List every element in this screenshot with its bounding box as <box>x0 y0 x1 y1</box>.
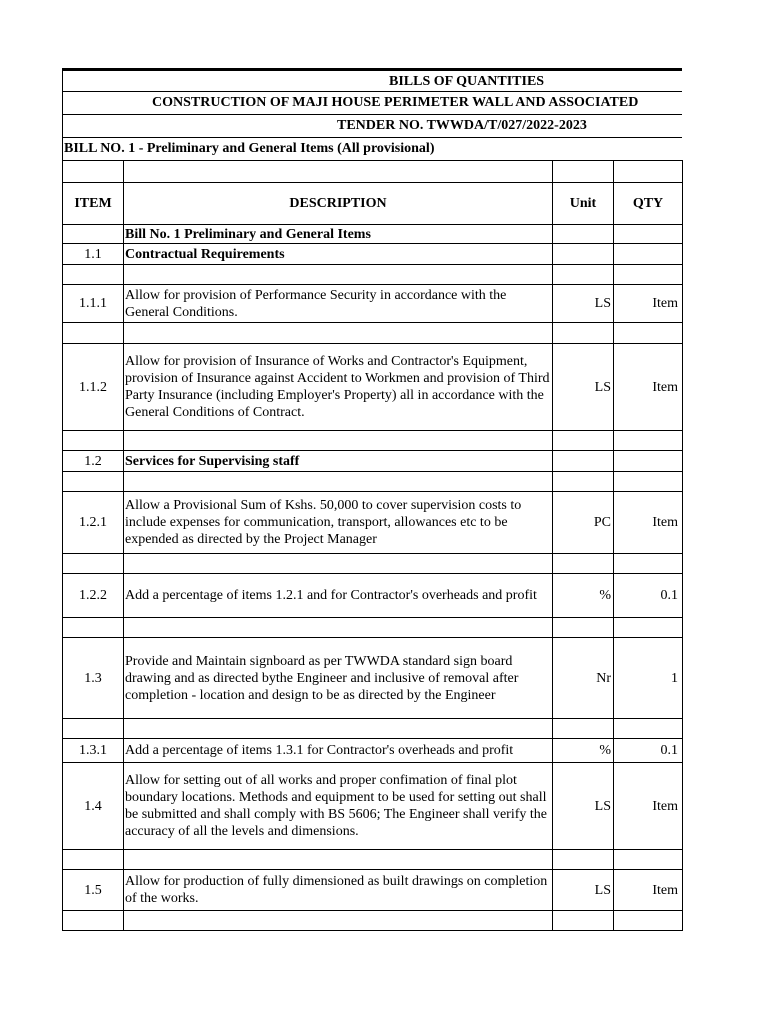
item-cell: 1.2 <box>63 451 124 472</box>
unit-cell: Nr <box>553 638 614 719</box>
description-cell <box>124 554 553 574</box>
table-row <box>63 739 683 763</box>
spacer-row <box>63 161 683 183</box>
item-cell: 1.1 <box>63 244 124 265</box>
item-cell: 1.1.2 <box>63 344 124 431</box>
description-cell <box>124 265 553 285</box>
unit-cell: % <box>553 739 614 763</box>
description-cell: Allow for setting out of all works and proper confimation of final plot boundary locations. Methods and equipment to be used for setting out shall be submitted and shall comply with BS 5606; The Engineer shall verify the accuracy of all the levels and dimensions. <box>124 763 553 850</box>
item-cell: 1.3.1 <box>63 739 124 763</box>
description-cell: Allow for production of fully dimensioned as built drawings on completion of the works. <box>124 870 553 911</box>
unit-cell: LS <box>553 763 614 850</box>
item-cell <box>63 323 124 344</box>
unit-cell: % <box>553 574 614 618</box>
qty-cell <box>614 225 683 244</box>
item-cell <box>63 618 124 638</box>
document-title: BILLS OF QUANTITIES <box>389 74 545 89</box>
bill-sheet <box>62 68 682 931</box>
qty-cell: Item <box>614 870 683 911</box>
item-cell: 1.5 <box>63 870 124 911</box>
description-column-header: DESCRIPTION <box>124 183 553 225</box>
table-body <box>63 225 683 931</box>
qty-cell <box>614 911 683 931</box>
item-cell <box>63 225 124 244</box>
item-column-header: ITEM <box>63 183 124 225</box>
table-row <box>63 763 683 850</box>
project-name: CONSTRUCTION OF MAJI HOUSE PERIMETER WALL AND ASSOCIATED <box>152 95 639 110</box>
description-cell: Add a percentage of items 1.3.1 for Contractor's overheads and profit <box>124 739 553 763</box>
title-row <box>62 68 682 91</box>
qty-cell <box>614 244 683 265</box>
project-row <box>62 91 682 114</box>
qty-cell <box>614 719 683 739</box>
table-row <box>63 265 683 285</box>
table-row <box>63 323 683 344</box>
unit-cell <box>553 244 614 265</box>
qty-cell <box>614 451 683 472</box>
qty-column-header: QTY <box>614 183 683 225</box>
description-cell: Provide and Maintain signboard as per TWWDA standard sign board drawing and as directed bythe Engineer and inclusive of removal after completion - location and design to be as directed by the Engineer <box>124 638 553 719</box>
unit-cell <box>553 719 614 739</box>
qty-cell: Item <box>614 492 683 554</box>
qty-cell <box>614 472 683 492</box>
qty-cell <box>614 431 683 451</box>
unit-cell: PC <box>553 492 614 554</box>
column-header-row <box>63 183 683 225</box>
description-cell: Services for Supervising staff <box>124 451 553 472</box>
description-cell <box>124 850 553 870</box>
table-row <box>63 451 683 472</box>
item-cell <box>63 554 124 574</box>
item-cell <box>63 850 124 870</box>
description-cell: Bill No. 1 Preliminary and General Items <box>124 225 553 244</box>
tender-row <box>62 114 682 137</box>
qty-cell <box>614 850 683 870</box>
table-row <box>63 618 683 638</box>
table-row <box>63 492 683 554</box>
qty-cell: 0.1 <box>614 574 683 618</box>
table-row <box>63 431 683 451</box>
unit-cell <box>553 911 614 931</box>
item-cell <box>63 472 124 492</box>
unit-cell <box>553 225 614 244</box>
qty-cell <box>614 265 683 285</box>
table-row <box>63 244 683 265</box>
unit-cell: LS <box>553 870 614 911</box>
item-cell: 1.4 <box>63 763 124 850</box>
unit-cell <box>553 451 614 472</box>
item-cell <box>63 719 124 739</box>
table-row <box>63 638 683 719</box>
qty-cell <box>614 323 683 344</box>
unit-cell <box>553 431 614 451</box>
unit-cell <box>553 472 614 492</box>
unit-cell <box>553 265 614 285</box>
item-cell <box>63 265 124 285</box>
table-row <box>63 225 683 244</box>
description-cell: Add a percentage of items 1.2.1 and for Contractor's overheads and profit <box>124 574 553 618</box>
unit-cell: LS <box>553 344 614 431</box>
qty-cell: 0.1 <box>614 739 683 763</box>
unit-cell <box>553 618 614 638</box>
item-cell: 1.3 <box>63 638 124 719</box>
description-cell <box>124 719 553 739</box>
table-row <box>63 472 683 492</box>
unit-column-header: Unit <box>553 183 614 225</box>
description-cell: Allow for provision of Insurance of Works and Contractor's Equipment, provision of Insurance against Accident to Workmen and provision of Third Party Insurance (including Employer's Property) all in accordance with the General Conditions of Contract. <box>124 344 553 431</box>
description-cell <box>124 323 553 344</box>
item-cell: 1.2.2 <box>63 574 124 618</box>
table-row <box>63 554 683 574</box>
tender-number: TENDER NO. TWWDA/T/027/2022-2023 <box>337 118 587 133</box>
description-cell: Allow for provision of Performance Security in accordance with the General Conditions. <box>124 285 553 323</box>
qty-cell <box>614 618 683 638</box>
table-row <box>63 574 683 618</box>
qty-cell: Item <box>614 285 683 323</box>
quantities-table <box>62 160 683 931</box>
unit-cell <box>553 554 614 574</box>
table-row <box>63 911 683 931</box>
table-row <box>63 850 683 870</box>
table-row <box>63 870 683 911</box>
description-cell: Allow a Provisional Sum of Kshs. 50,000 to cover supervision costs to include expenses for communication, transport, allowances etc to be expended as directed by the Project Manager <box>124 492 553 554</box>
table-row <box>63 285 683 323</box>
unit-cell <box>553 850 614 870</box>
unit-cell: LS <box>553 285 614 323</box>
item-cell <box>63 911 124 931</box>
description-cell <box>124 472 553 492</box>
table-row <box>63 344 683 431</box>
qty-cell <box>614 554 683 574</box>
description-cell <box>124 911 553 931</box>
bill-heading: BILL NO. 1 - Preliminary and General Items (All provisional) <box>62 137 682 160</box>
item-cell: 1.2.1 <box>63 492 124 554</box>
item-cell: 1.1.1 <box>63 285 124 323</box>
qty-cell: 1 <box>614 638 683 719</box>
qty-cell: Item <box>614 763 683 850</box>
qty-cell: Item <box>614 344 683 431</box>
item-cell <box>63 431 124 451</box>
unit-cell <box>553 323 614 344</box>
description-cell <box>124 431 553 451</box>
table-row <box>63 719 683 739</box>
description-cell: Contractual Requirements <box>124 244 553 265</box>
description-cell <box>124 618 553 638</box>
